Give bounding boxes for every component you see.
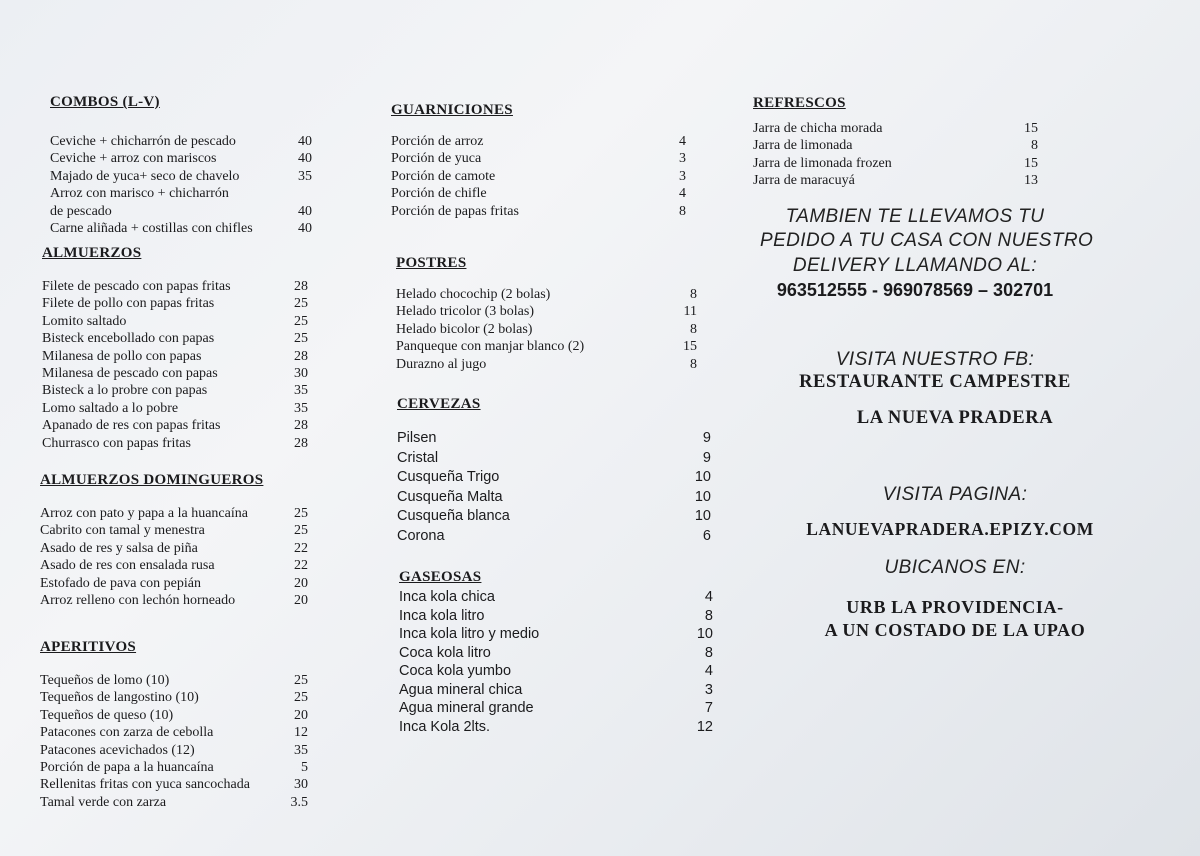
menu-item: [42, 417, 312, 434]
menu-item-price: 8: [704, 644, 713, 661]
address-line-2: A UN COSTADO DE LA UPAO: [824, 620, 1086, 640]
menu-item: [40, 522, 315, 539]
menu-item-price: 28: [294, 348, 308, 364]
menu-item-price: 9: [702, 430, 711, 446]
menu-item: [399, 644, 719, 663]
menu-item-price: 11: [683, 304, 697, 320]
menu-item: [42, 382, 312, 399]
menu-item-name: Tamal verde con zarza: [40, 794, 167, 810]
menu-item-name: Inca kola chica: [399, 589, 495, 605]
website-url[interactable]: LANUEVAPRADERA.EPIZY.COM: [806, 519, 1094, 539]
menu-item-name: Lomo saltado a lo pobre: [42, 400, 179, 416]
menu-item-name: Porción de arroz: [391, 134, 484, 149]
facebook-name-2: LA NUEVA PRADERA: [856, 408, 1054, 428]
menu-item: [399, 588, 719, 607]
gaseosas-section: [399, 569, 719, 736]
menu-item: [40, 592, 315, 609]
menu-item: [399, 699, 719, 718]
delivery-line-1: TAMBIEN TE LLEVAMOS TU: [785, 206, 1045, 227]
facebook-label: VISITA NUESTRO FB:: [835, 349, 1035, 370]
menu-item-name: Inca kola litro y medio: [399, 626, 540, 642]
menu-item: [397, 449, 717, 469]
menu-item-name: Panqueque con manjar blanco (2): [396, 339, 585, 355]
menu-item-name: Filete de pescado con papas fritas: [42, 279, 231, 294]
menu-item-price: 25: [294, 506, 308, 521]
menu-item: [397, 507, 717, 527]
menu-item-name: Filete de pollo con papas fritas: [42, 296, 215, 312]
menu-item-name: Inca Kola 2lts.: [399, 718, 491, 735]
menu-item: [50, 150, 320, 167]
menu-item-name: Helado bicolor (2 bolas): [396, 321, 533, 337]
menu-item: [42, 348, 312, 365]
menu-item: [399, 662, 719, 681]
menu-item-price: 4: [679, 186, 686, 202]
menu-item: [40, 672, 315, 689]
menu-item-price: 28: [294, 418, 308, 434]
menu-item-price: 28: [294, 435, 308, 451]
menu-item-price: 15: [683, 339, 697, 355]
menu-item-name: Helado tricolor (3 bolas): [396, 304, 535, 320]
menu-item-price: 22: [294, 540, 308, 556]
menu-item-price: 40: [298, 134, 312, 149]
guarniciones-section: [391, 102, 691, 220]
menu-item-name: Jarra de limonada: [753, 138, 853, 154]
menu-item-name: Durazno al jugo: [396, 356, 487, 372]
menu-item-name: Arroz con marisco + chicharrón: [50, 186, 229, 202]
menu-item: [40, 776, 315, 793]
menu-item-name: Tequeños de lomo (10): [40, 673, 170, 688]
almuerzos-section: [42, 245, 312, 452]
menu-item-name: Arroz con pato y papa a la huancaína: [40, 506, 248, 521]
menu-item-price: 10: [696, 626, 713, 642]
menu-item-name: Cusqueña Trigo: [397, 469, 500, 485]
menu-item-price: 20: [294, 707, 308, 723]
menu-item: [40, 689, 315, 706]
gaseosas-title: GASEOSAS: [399, 569, 482, 585]
menu-item-name: Apanado de res con papas fritas: [42, 418, 221, 434]
menu-item-name: Helado chocochip (2 bolas): [396, 287, 551, 302]
delivery-line-2: PEDIDO A TU CASA CON NUESTRO: [760, 230, 1094, 251]
menu-item-name: Cristal: [397, 449, 439, 466]
facebook-name-1: RESTAURANTE CAMPESTRE: [799, 372, 1071, 392]
menu-item: [40, 794, 315, 811]
menu-item: [50, 220, 320, 237]
menu-item: [397, 527, 717, 547]
menu-item: [391, 185, 691, 202]
menu-item-price: 5: [301, 759, 308, 775]
menu-item-name: Patacones con zarza de cebolla: [40, 725, 214, 741]
menu-item: [391, 203, 691, 220]
cervezas-title: CERVEZAS: [397, 396, 481, 412]
menu-item-name: Cabrito con tamal y menestra: [40, 523, 205, 539]
menu-item-price: 10: [694, 469, 711, 485]
menu-item: [50, 203, 320, 220]
menu-item: [50, 185, 320, 202]
menu-item-name: Bisteck a lo probre con papas: [42, 383, 208, 399]
location-label: UBICANOS EN:: [884, 557, 1026, 578]
menu-item: [42, 365, 312, 382]
menu-item: [40, 557, 315, 574]
menu-item-price: 9: [702, 449, 711, 466]
menu-item-price: 7: [704, 700, 713, 716]
menu-item-name: Porción de papas fritas: [391, 203, 519, 219]
menu-item: [399, 718, 719, 737]
menu-item: [399, 607, 719, 626]
menu-item-price: 3.5: [290, 794, 308, 810]
menu-item: [42, 295, 312, 312]
menu-item-price: 40: [298, 151, 312, 167]
menu-item: [396, 303, 701, 320]
menu-item-price: 3: [679, 151, 686, 167]
menu-item-price: 13: [1024, 173, 1038, 189]
menu-item-name: Jarra de chicha morada: [753, 121, 883, 136]
menu-item-name: Inca kola litro: [399, 607, 485, 624]
address-line-1: URB LA PROVIDENCIA-: [846, 597, 1064, 617]
postres-title: POSTRES: [396, 255, 467, 271]
menu-item-name: Asado de res con ensalada rusa: [40, 558, 215, 574]
menu-item: [399, 625, 719, 644]
menu-item-price: 3: [704, 681, 713, 698]
aperitivos-section: [40, 639, 315, 811]
menu-item-price: 35: [294, 742, 308, 758]
menu-item-price: 3: [679, 168, 686, 184]
menu-item-name: Milanesa de pescado con papas: [42, 365, 218, 381]
menu-item-name: Tequeños de queso (10): [40, 707, 174, 723]
menu-item-price: 15: [1024, 155, 1038, 171]
menu-item: [753, 155, 1043, 172]
menu-item-price: 8: [690, 321, 697, 337]
menu-item-name: Estofado de pava con pepián: [40, 575, 201, 591]
menu-item-price: 15: [1024, 121, 1038, 136]
menu-item-price: 25: [294, 523, 308, 539]
menu-item: [40, 724, 315, 741]
guarniciones-title: GUARNICIONES: [391, 102, 513, 118]
menu-item-price: 25: [294, 313, 308, 329]
menu-item-price: 6: [702, 527, 711, 544]
menu-item-price: 10: [694, 508, 711, 524]
menu-item-price: 25: [294, 673, 308, 688]
menu-item: [50, 168, 320, 185]
menu-item-name: Churrasco con papas fritas: [42, 435, 191, 451]
delivery-phones: 963512555 - 969078569 – 302701: [776, 280, 1054, 300]
domingueros-section: [40, 472, 315, 609]
menu-item: [396, 286, 701, 303]
menu-item-price: 12: [294, 725, 308, 741]
menu-item-name: Porción de yuca: [391, 151, 482, 167]
menu-item-name: Porción de camote: [391, 168, 496, 184]
menu-item-price: 4: [704, 589, 713, 605]
menu-item-price: 4: [679, 134, 686, 149]
menu-item: [40, 540, 315, 557]
menu-item-name: Rellenitas fritas con yuca sancochada: [40, 777, 250, 793]
menu-item-price: 12: [696, 718, 713, 735]
menu-item: [399, 681, 719, 700]
menu-item-price: 35: [294, 400, 308, 416]
menu-item-name: Cusqueña Malta: [397, 488, 503, 505]
menu-item: [397, 468, 717, 488]
menu-item-name: Bisteck encebollado con papas: [42, 331, 215, 347]
delivery-line-3: DELIVERY LLAMANDO AL:: [792, 255, 1038, 276]
menu-item-name: Patacones acevichados (12): [40, 742, 195, 758]
menu-item: [397, 429, 717, 449]
menu-item-name: Cusqueña blanca: [397, 508, 510, 524]
combos-section: [50, 94, 320, 237]
menu-item: [40, 742, 315, 759]
menu-item: [753, 172, 1043, 189]
menu-item: [391, 133, 691, 150]
menu-item-price: 40: [298, 220, 312, 236]
menu-item-name: Asado de res y salsa de piña: [40, 540, 198, 556]
menu-item-price: 8: [690, 356, 697, 372]
menu-item-name: Ceviche + arroz con mariscos: [50, 151, 217, 167]
menu-item-name: de pescado: [50, 203, 112, 219]
menu-item-price: 8: [679, 203, 686, 219]
menu-item-name: Tequeños de langostino (10): [40, 690, 199, 706]
menu-item: [42, 313, 312, 330]
website-label: VISITA PAGINA:: [882, 484, 1028, 505]
menu-item-price: 40: [298, 203, 312, 219]
menu-item-price: 4: [704, 663, 713, 679]
menu-item-name: Corona: [397, 527, 445, 544]
refrescos-section: [753, 95, 1043, 190]
menu-item-price: 30: [294, 777, 308, 793]
menu-item-name: Porción de papa a la huancaína: [40, 759, 214, 775]
menu-item-price: 22: [294, 558, 308, 574]
cervezas-section: [397, 396, 717, 546]
menu-item-price: 20: [294, 592, 308, 608]
menu-item-price: 10: [694, 488, 711, 505]
combos-title: COMBOS (L-V): [50, 94, 160, 110]
menu-item-name: Coca kola yumbo: [399, 663, 512, 679]
menu-item-name: Jarra de maracuyá: [753, 173, 855, 189]
menu-item-name: Pilsen: [397, 430, 437, 446]
menu-item-price: 30: [294, 365, 308, 381]
menu-item-name: Coca kola litro: [399, 644, 491, 661]
almuerzos-title: ALMUERZOS: [42, 245, 142, 261]
menu-item-name: Arroz relleno con lechón horneado: [40, 592, 236, 608]
menu-item-price: 8: [690, 287, 697, 302]
menu-item: [42, 400, 312, 417]
menu-item-name: Carne aliñada + costillas con chifles: [50, 220, 253, 236]
menu-item-name: Milanesa de pollo con papas: [42, 348, 202, 364]
menu-item: [396, 321, 701, 338]
menu-item: [40, 707, 315, 724]
menu-item-name: Lomito saltado: [42, 313, 127, 329]
menu-item-name: Agua mineral grande: [399, 700, 534, 716]
menu-item-price: 28: [294, 279, 308, 294]
menu-item-price: 8: [704, 607, 713, 624]
postres-section: [396, 255, 701, 373]
menu-item: [42, 330, 312, 347]
menu-item-price: 35: [298, 168, 312, 184]
menu-item-name: Majado de yuca+ seco de chavelo: [50, 168, 240, 184]
menu-item: [753, 137, 1043, 154]
menu-item-name: Jarra de limonada frozen: [753, 155, 892, 171]
menu-item: [397, 488, 717, 508]
menu-item-price: 25: [294, 690, 308, 706]
menu-item: [40, 505, 315, 522]
menu-item: [50, 133, 320, 150]
aperitivos-title: APERITIVOS: [40, 639, 137, 655]
menu-item-price: 25: [294, 331, 308, 347]
menu-item: [42, 435, 312, 452]
refrescos-title: REFRESCOS: [753, 95, 846, 111]
menu-item-name: Ceviche + chicharrón de pescado: [50, 134, 236, 149]
menu-item-price: 25: [294, 296, 308, 312]
menu-item: [391, 168, 691, 185]
domingueros-title: ALMUERZOS DOMINGUEROS: [40, 472, 264, 488]
menu-item-price: 35: [294, 383, 308, 399]
menu-item: [42, 278, 312, 295]
menu-item-name: Porción de chifle: [391, 186, 487, 202]
menu-item: [396, 338, 701, 355]
menu-item: [396, 356, 701, 373]
menu-item-name: Agua mineral chica: [399, 681, 523, 698]
menu-item-price: 20: [294, 575, 308, 591]
menu-item: [40, 575, 315, 592]
menu-item-price: 8: [1031, 138, 1038, 154]
menu-item: [40, 759, 315, 776]
menu-item: [391, 150, 691, 167]
menu-item: [753, 120, 1043, 137]
